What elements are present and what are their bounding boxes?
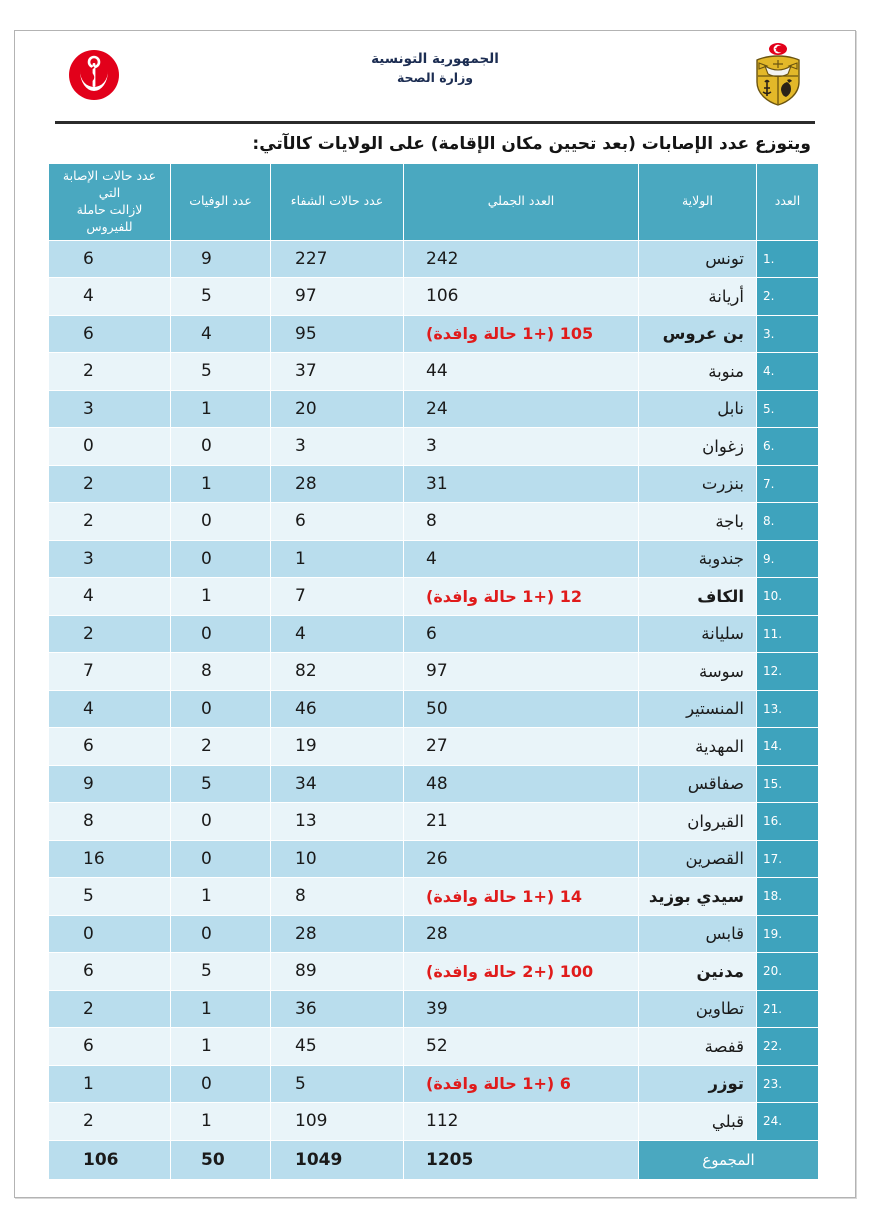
imported-cases-note: 12 (+1 حالة وافدة)	[426, 586, 582, 606]
active-cases-cell: 6	[49, 953, 171, 991]
row-number-cell: 7.	[757, 465, 819, 503]
governorate-name-cell: صفاقس	[639, 765, 757, 803]
recovered-cases-cell: 4	[271, 615, 404, 653]
deaths-cell: 1	[171, 1103, 271, 1141]
deaths-cell: 0	[171, 428, 271, 466]
total-cases-cell	[404, 878, 639, 916]
table-row	[49, 353, 819, 391]
table-total-row	[49, 1140, 819, 1179]
active-cases-cell: 7	[49, 653, 171, 691]
recovered-cases-cell: 97	[271, 278, 404, 316]
column-header-governorate: الولاية	[639, 164, 757, 241]
governorate-name-cell: سوسة	[639, 653, 757, 691]
governorate-name-cell: منوبة	[639, 353, 757, 391]
deaths-cell: 1	[171, 390, 271, 428]
row-number-cell: 19.	[757, 915, 819, 953]
row-number-cell: 23.	[757, 1065, 819, 1103]
active-cases-cell: 6	[49, 315, 171, 353]
total-cases-cell: 48	[404, 765, 639, 803]
governorate-name-cell: سيدي بوزيد	[639, 878, 757, 916]
active-cases-cell: 8	[49, 803, 171, 841]
deaths-cell: 5	[171, 278, 271, 316]
deaths-cell: 1	[171, 1028, 271, 1066]
recovered-cases-cell: 20	[271, 390, 404, 428]
deaths-sum-cell: 50	[171, 1140, 271, 1179]
active-cases-cell: 0	[49, 915, 171, 953]
row-number-cell: 21.	[757, 990, 819, 1028]
deaths-cell: 0	[171, 840, 271, 878]
total-cases-cell	[404, 315, 639, 353]
total-cases-cell: 52	[404, 1028, 639, 1066]
table-row	[49, 840, 819, 878]
column-header-active-line1: عدد حالات الإصابة التي	[62, 168, 157, 200]
deaths-cell: 0	[171, 503, 271, 541]
row-number-cell: 10.	[757, 578, 819, 616]
total-cases-cell: 31	[404, 465, 639, 503]
total-cases-cell: 112	[404, 1103, 639, 1141]
governorate-name-cell: القصرين	[639, 840, 757, 878]
table-row	[49, 1028, 819, 1066]
ministry-name: وزارة الصحة	[396, 70, 474, 86]
table-row	[49, 653, 819, 691]
governorate-name-cell: أريانة	[639, 278, 757, 316]
recovered-cases-cell: 109	[271, 1103, 404, 1141]
governorate-name-cell: نابل	[639, 390, 757, 428]
active-cases-cell: 3	[49, 540, 171, 578]
imported-cases-note: 100 (+2 حالة وافدة)	[426, 961, 594, 981]
recovered-cases-cell: 28	[271, 915, 404, 953]
letterhead	[15, 31, 855, 119]
total-cases-cell: 28	[404, 915, 639, 953]
column-header-active	[49, 164, 171, 241]
row-number-cell: 22.	[757, 1028, 819, 1066]
active-cases-cell: 5	[49, 878, 171, 916]
table-row	[49, 1103, 819, 1141]
active-cases-cell: 9	[49, 765, 171, 803]
table-row	[49, 578, 819, 616]
ministry-titles	[15, 49, 855, 88]
total-cases-cell: 26	[404, 840, 639, 878]
active-cases-cell: 6	[49, 1028, 171, 1066]
recovered-cases-cell: 82	[271, 653, 404, 691]
recovered-cases-cell: 46	[271, 690, 404, 728]
total-label-cell: المجموع	[639, 1140, 819, 1179]
deaths-cell: 0	[171, 1065, 271, 1103]
recovered-cases-cell: 95	[271, 315, 404, 353]
row-number-cell: 4.	[757, 353, 819, 391]
total-cases-cell: 39	[404, 990, 639, 1028]
total-cases-cell: 8	[404, 503, 639, 541]
row-number-cell: 5.	[757, 390, 819, 428]
table-row	[49, 953, 819, 991]
active-cases-cell: 6	[49, 240, 171, 278]
total-cases-cell: 24	[404, 390, 639, 428]
governorate-name-cell: تطاوين	[639, 990, 757, 1028]
tunisia-coat-of-arms-icon	[747, 42, 809, 108]
total-cases-cell: 27	[404, 728, 639, 766]
table-row	[49, 278, 819, 316]
active-cases-cell: 2	[49, 990, 171, 1028]
deaths-cell: 9	[171, 240, 271, 278]
active-cases-cell: 4	[49, 278, 171, 316]
row-number-cell: 18.	[757, 878, 819, 916]
total-cases-cell	[404, 1065, 639, 1103]
active-cases-cell: 16	[49, 840, 171, 878]
recovered-cases-cell: 45	[271, 1028, 404, 1066]
deaths-cell: 0	[171, 540, 271, 578]
imported-cases-note: 105 (+1 حالة وافدة)	[426, 324, 594, 344]
recovered-cases-cell: 13	[271, 803, 404, 841]
deaths-cell: 0	[171, 803, 271, 841]
table-row	[49, 990, 819, 1028]
governorate-name-cell: قفصة	[639, 1028, 757, 1066]
active-cases-cell: 2	[49, 503, 171, 541]
row-number-cell: 11.	[757, 615, 819, 653]
table-header-row	[49, 164, 819, 241]
total-cases-cell: 50	[404, 690, 639, 728]
row-number-cell: 3.	[757, 315, 819, 353]
recovered-cases-cell: 89	[271, 953, 404, 991]
table-row	[49, 428, 819, 466]
governorate-name-cell: الكاف	[639, 578, 757, 616]
page-title: ويتوزع عدد الإصابات (بعد تحيين مكان الإقامة) على الولايات كالآتي:	[252, 134, 811, 154]
republic-name: الجمهورية التونسية	[371, 51, 499, 67]
row-number-cell: 13.	[757, 690, 819, 728]
governorate-name-cell: قابس	[639, 915, 757, 953]
active-cases-cell: 1	[49, 1065, 171, 1103]
governorate-name-cell: توزر	[639, 1065, 757, 1103]
column-header-deaths: عدد الوفيات	[171, 164, 271, 241]
active-cases-cell: 3	[49, 390, 171, 428]
row-number-cell: 16.	[757, 803, 819, 841]
active-cases-cell: 2	[49, 465, 171, 503]
table-row	[49, 915, 819, 953]
active-cases-cell: 2	[49, 1103, 171, 1141]
table-row	[49, 540, 819, 578]
total-cases-cell: 6	[404, 615, 639, 653]
governorate-cases-table	[48, 163, 819, 1180]
table-row	[49, 503, 819, 541]
row-number-cell: 8.	[757, 503, 819, 541]
deaths-cell: 2	[171, 728, 271, 766]
governorate-table-container	[51, 163, 819, 1180]
row-number-cell: 14.	[757, 728, 819, 766]
total-cases-cell: 21	[404, 803, 639, 841]
active-cases-cell: 2	[49, 353, 171, 391]
table-row	[49, 878, 819, 916]
governorate-name-cell: بن عروس	[639, 315, 757, 353]
recovered-cases-cell: 28	[271, 465, 404, 503]
table-row	[49, 1065, 819, 1103]
table-body	[49, 240, 819, 1179]
governorate-name-cell: القيروان	[639, 803, 757, 841]
row-number-cell: 1.	[757, 240, 819, 278]
table-row	[49, 315, 819, 353]
governorate-name-cell: جندوبة	[639, 540, 757, 578]
deaths-cell: 0	[171, 615, 271, 653]
deaths-cell: 1	[171, 990, 271, 1028]
recovered-cases-cell: 19	[271, 728, 404, 766]
total-cases-cell: 97	[404, 653, 639, 691]
table-row	[49, 465, 819, 503]
deaths-cell: 4	[171, 315, 271, 353]
row-number-cell: 15.	[757, 765, 819, 803]
deaths-cell: 8	[171, 653, 271, 691]
deaths-cell: 1	[171, 878, 271, 916]
row-number-cell: 17.	[757, 840, 819, 878]
document-page	[14, 30, 856, 1198]
governorate-name-cell: المهدية	[639, 728, 757, 766]
deaths-cell: 5	[171, 765, 271, 803]
row-number-cell: 20.	[757, 953, 819, 991]
governorate-name-cell: تونس	[639, 240, 757, 278]
table-row	[49, 803, 819, 841]
recovered-cases-cell: 6	[271, 503, 404, 541]
recovered-cases-cell: 3	[271, 428, 404, 466]
row-number-cell: 9.	[757, 540, 819, 578]
column-header-active-line2: لازالت حاملة للفيروس	[76, 201, 143, 234]
total-cases-cell	[404, 578, 639, 616]
imported-cases-note: 14 (+1 حالة وافدة)	[426, 886, 582, 906]
governorate-name-cell: زغوان	[639, 428, 757, 466]
governorate-name-cell: مدنين	[639, 953, 757, 991]
deaths-cell: 5	[171, 353, 271, 391]
recovered-cases-cell: 1	[271, 540, 404, 578]
deaths-cell: 0	[171, 915, 271, 953]
deaths-cell: 1	[171, 465, 271, 503]
active-cases-cell: 4	[49, 690, 171, 728]
column-header-total: العدد الجملي	[404, 164, 639, 241]
table-row	[49, 390, 819, 428]
recovered-cases-cell: 5	[271, 1065, 404, 1103]
total-cases-cell: 44	[404, 353, 639, 391]
recovered-cases-cell: 37	[271, 353, 404, 391]
active-sum-cell: 106	[49, 1140, 171, 1179]
governorate-name-cell: باجة	[639, 503, 757, 541]
total-cases-cell: 106	[404, 278, 639, 316]
governorate-name-cell: سليانة	[639, 615, 757, 653]
total-cases-cell	[404, 953, 639, 991]
governorate-name-cell: قبلي	[639, 1103, 757, 1141]
deaths-cell: 0	[171, 690, 271, 728]
recovered-sum-cell: 1049	[271, 1140, 404, 1179]
recovered-cases-cell: 10	[271, 840, 404, 878]
table-row	[49, 615, 819, 653]
row-number-cell: 12.	[757, 653, 819, 691]
imported-cases-note: 6 (+1 حالة وافدة)	[426, 1074, 571, 1094]
active-cases-cell: 0	[49, 428, 171, 466]
active-cases-cell: 6	[49, 728, 171, 766]
governorate-name-cell: بنزرت	[639, 465, 757, 503]
recovered-cases-cell: 36	[271, 990, 404, 1028]
table-row	[49, 765, 819, 803]
row-number-cell: 6.	[757, 428, 819, 466]
governorate-name-cell: المنستير	[639, 690, 757, 728]
total-cases-cell: 3	[404, 428, 639, 466]
table-row	[49, 240, 819, 278]
row-number-cell: 2.	[757, 278, 819, 316]
table-row	[49, 728, 819, 766]
recovered-cases-cell: 34	[271, 765, 404, 803]
recovered-cases-cell: 8	[271, 878, 404, 916]
column-header-recovered: عدد حالات الشفاء	[271, 164, 404, 241]
recovered-cases-cell: 7	[271, 578, 404, 616]
row-number-cell: 24.	[757, 1103, 819, 1141]
active-cases-cell: 2	[49, 615, 171, 653]
total-cases-cell: 242	[404, 240, 639, 278]
total-cases-cell: 4	[404, 540, 639, 578]
table-row	[49, 690, 819, 728]
deaths-cell: 1	[171, 578, 271, 616]
table-header	[49, 164, 819, 241]
active-cases-cell: 4	[49, 578, 171, 616]
recovered-cases-cell: 227	[271, 240, 404, 278]
deaths-cell: 5	[171, 953, 271, 991]
total-cases-sum-cell: 1205	[404, 1140, 639, 1179]
ministry-of-health-logo-icon	[67, 48, 121, 102]
column-header-number: العدد	[757, 164, 819, 241]
header-divider	[55, 121, 815, 124]
